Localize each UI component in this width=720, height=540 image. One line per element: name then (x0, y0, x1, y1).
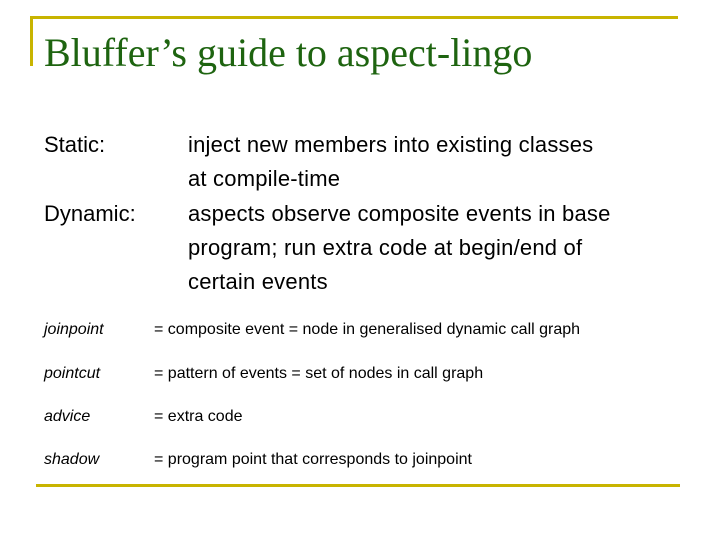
definition-advice: = extra code (154, 408, 243, 425)
frame-left-line (30, 16, 33, 66)
term-joinpoint: joinpoint (44, 321, 104, 338)
slide-title: Bluffer’s guide to aspect-lingo (44, 30, 533, 75)
dynamic-label: Dynamic: (44, 201, 136, 226)
term-pointcut: pointcut (44, 365, 101, 382)
term-row-joinpoint (44, 318, 684, 342)
definition-joinpoint: = composite event = node in generalised dynamic call graph (154, 321, 581, 338)
dynamic-description: aspects observe composite events in base program; run extra code at begin/end of certain events (188, 201, 611, 294)
term-shadow: shadow (44, 451, 100, 468)
definition-shadow: = program point that corresponds to joinpoint (154, 451, 472, 468)
static-label: Static: (44, 132, 106, 157)
definition-pointcut: = pattern of events = set of nodes in call graph (154, 365, 484, 382)
term-advice: advice (44, 408, 91, 425)
frame-top-line (30, 16, 678, 19)
term-row-shadow (44, 448, 684, 472)
frame-bottom-line (36, 484, 680, 487)
term-row-pointcut (44, 362, 684, 386)
term-row-advice (44, 405, 684, 429)
static-description: inject new members into existing classes at compile-time (188, 132, 594, 191)
